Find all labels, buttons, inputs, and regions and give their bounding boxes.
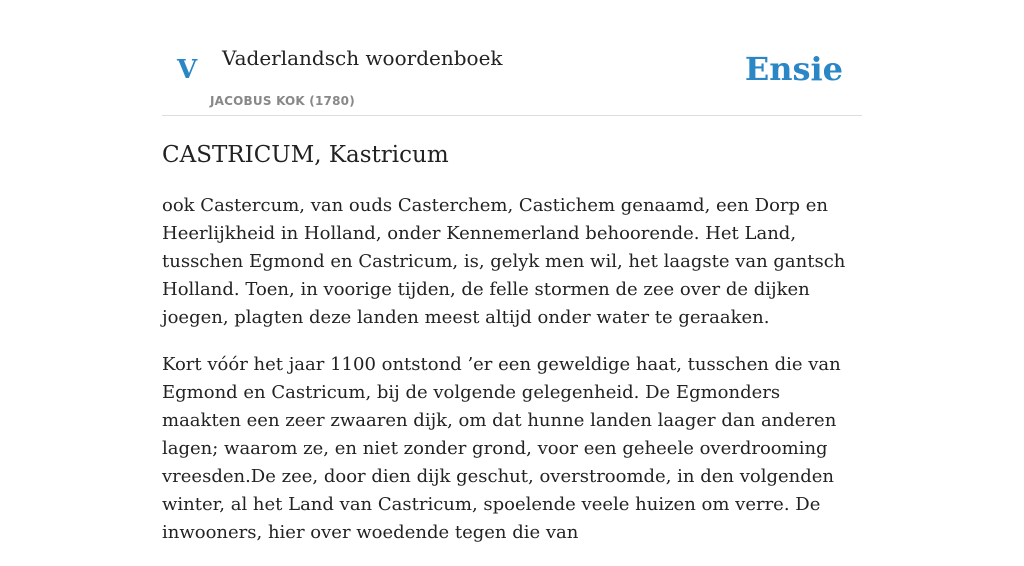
content-container — [162, 0, 862, 543]
book-title-link[interactable]: Vaderlandsch woordenboek — [222, 46, 503, 70]
entry-title: CASTRICUM, Kastricum — [162, 142, 449, 168]
entry-paragraph: ook Castercum, van ouds Casterchem, Castichem genaamd, een Dorp en Heerlijkheid in Holland, onder Kennemerland behoorende. Het Land, tusschen Egmond en Castricum, is, gelyk men wil, het laagste van gantsch Holland. Toen, in voorige tijden, de felle stormen de zee over de dijken joegen, plagten deze landen meest altijd onder water te geraaken. — [162, 195, 846, 328]
book-author: JACOBUS KOK (1780) — [210, 94, 355, 108]
entry-paragraph: Kort vóór het jaar 1100 ontstond ’er een geweldige haat, tusschen die van Egmond en Castricum, bij de volgende gelegenheid. De Egmonders maakten een zeer zwaaren dijk, om dat hunne landen laager dan anderen lagen; waarom ze, en niet zonder grond, voor een geheele overdrooming vreesden.De zee, door dien dijk geschut, overstroomde, in den volgenden winter, al het Land van Castricum, spoelende veele huizen om verre. De inwooners, hier over woedende tegen die van — [162, 354, 841, 543]
book-header — [162, 0, 862, 116]
site-logo[interactable]: Ensie — [744, 50, 843, 88]
book-letter-link[interactable]: V — [177, 55, 198, 85]
entry-body — [162, 192, 862, 566]
